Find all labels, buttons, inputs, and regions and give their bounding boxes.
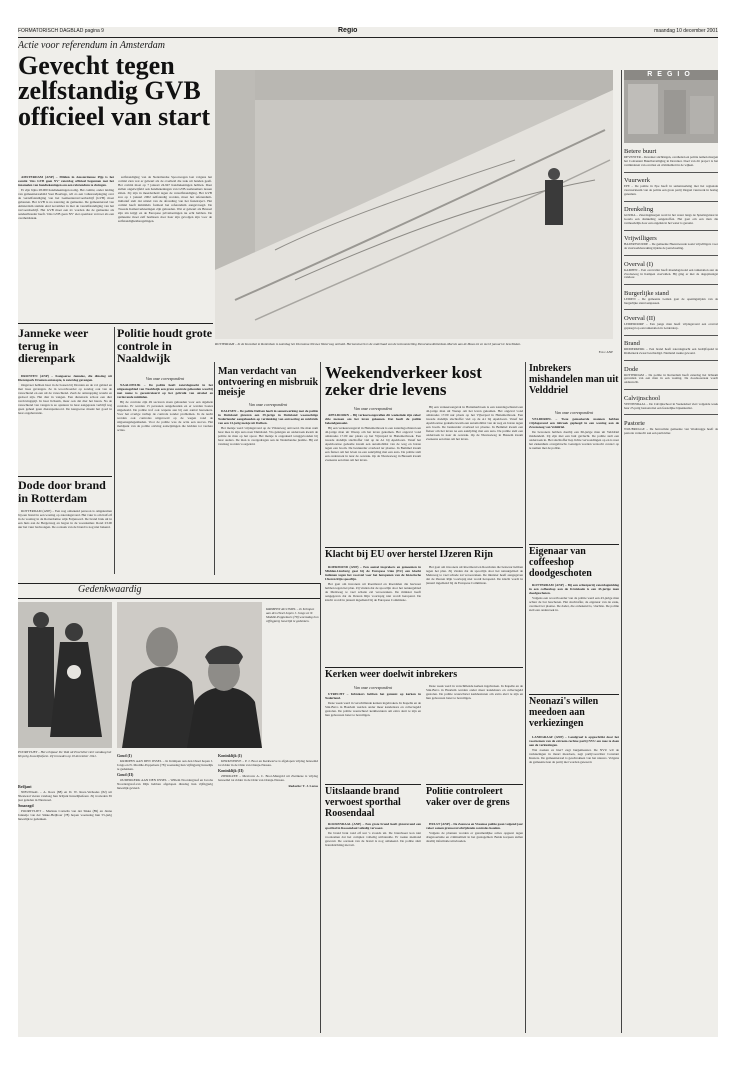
kerken-byline: Van onze correspondent	[353, 685, 393, 690]
naaldwijk-text: Bij de controle zijn 49 sectoren staan gehouden voor een algehele controle. Er werden 15 personen aangehouden en er werden boetes uitgedeeld. De politie trof ook wapens aan bij een aantal bezoekers. Voor het overige verliep de controle zonder problemen. In de nacht werden ook controles uitgevoerd op de wegen rond de uitgaansgelegenheden. Voor de politie was de actie een succes. Het meldpunt van de politie ontving aanwijzingen die leidden tot verdere acties.	[117, 400, 213, 433]
sidebar-item-body: LEIDERDORP – Een jonge man heeft vrijdagavond een overval gepleegd op een tankstation in Leiderdorp.	[624, 322, 718, 330]
janneke-text: Ongeveer hebben haar in de bossen bij Dronten en de vol gebied en met twee gevangen. Ze in woordvoerder op zondag ook van de vanochtend en een uit de vanochtend. Zeeb de ontsnapping waarin ze gedood zijn. Het dier in vangen. Een dierenarts schoot een dier verdovingspijl. In haar lichaam, maar ook dat dier het haren. Na de vanochtend van vangen is ze opnieuw in haar aangepaste verblijf nog geen geheel geen dierenparkoord. De kangoeroe maakt het goed in haar ongehavende.	[18, 383, 112, 416]
photo-kunsthal-credit: Foto: ANP	[598, 350, 613, 354]
column-divider-5	[320, 583, 321, 1033]
politie-lead: HULST (ANP) – De Zeeuwse en Vlaamse politie gaan volgend jaar vaker samen grensoverschrijdende controles houden.	[426, 822, 523, 831]
inbrekers-byline: Van onze correspondent	[554, 410, 594, 415]
sidebar-item	[624, 284, 718, 305]
sidebar-item-rule	[624, 255, 718, 256]
eigenaar-body	[529, 583, 619, 683]
politie-body	[426, 822, 523, 1032]
kerken-text: Deze week werd in verschillende kerken ingebroken. In Kapelle en de Sint-Bavo in Haarlem werden onder meer kandelaars en collectegeld gestolen. De politie waarschuwt kerkbesturen om extra alert te zijn en hun gebouwen beter te beveiligen.	[325, 701, 421, 718]
neonazi-lead: LANDGRAAF (ANP) – Landgraaf is opgeschrikt door het voornemen van de extreem-rechtse partij NVU om mee te doen aan de verkiezingen.	[529, 735, 619, 748]
redactie-credit: Redactie: T. J. Lucas	[288, 783, 318, 788]
man-byline: Van onze correspondent	[248, 402, 288, 407]
inbrekers-headline: Inbrekers mishandelen man uit Velddriel	[529, 364, 619, 396]
sidebar-item-title: Pastorie	[624, 420, 645, 428]
sidebar-item	[624, 389, 718, 410]
sidebar-item-body: RIDDERKERK – Een brand heeft zaterdagnacht een bedrijfspand in Ridderkerk zwaar beschadigd. Niemand raakte gewond.	[624, 347, 718, 356]
kunsthal-photo-image	[215, 70, 613, 339]
kon1-body: KERKWERVE – P. J. Boot en Kerkwerve is afgelopen vrijdag benoemd tot ridder in de Orde van Oranje-Nassau.	[218, 758, 318, 767]
sidebar-item-title: Brand	[624, 340, 640, 348]
photo-wedding	[18, 602, 112, 748]
regio-banner	[624, 70, 718, 143]
kerken-lead: UTRECHT – Inbrekers hebben het gemunt op kerken in Nederland.	[325, 692, 421, 701]
klacht-top-rule	[325, 547, 523, 548]
weekend-col1	[325, 413, 421, 543]
politie-top-rule	[426, 784, 523, 785]
header-left: FORMATORISCH DAGBLAD pagina 9	[18, 28, 104, 34]
sidebar-item	[624, 360, 718, 385]
sidebar-item-body: LEIDEN – De gemeente Leiden gaat de openingstijden van de burgerlijke stand aanpassen.	[624, 296, 718, 305]
sidebar-item-title: Overval (II)	[624, 315, 656, 323]
sidebar-item-body: DEVENTER – Deventer stichtingen, overheden en politie nemen morgen het Convenant Buurtbeveiliging in Deventer. Doel van dit project is het verminderen van overlast en criminaliteit in de wijken.	[624, 155, 718, 167]
sidebar-item-rule	[624, 414, 718, 415]
kerken-col1	[325, 692, 421, 780]
inbrekers-lead: VELDDRIEL – Twee gemaskerde mannen hebben vrijdagavond een inbraak gepleegd in een woning aan de Zevensteeg van Velddriel.	[529, 417, 619, 430]
goud2-body: OUDERKERK AAN DEN IJSSEL – Willem Noordergraaf en Jacoba Noordergraaf-van Dijk hebben afgelopen dinsdag hun vijftigjarig huwelijk gevierd.	[117, 777, 213, 790]
newspaper-page	[18, 27, 718, 1037]
klacht-text: Het gaat om inwoners uit Roermond en Roerdalen die bezwaar hebben tegen het plan. Zij vinden dat de spoorlijn door het natuurgebied de Meinweg te veel schade zal veroorzaken. De minister heeft aangegeven dat de IJzeren Rijn voorlopig niet wordt heropend. De klacht wordt in januari ingediend bij de Europese Commissie.	[325, 582, 421, 603]
neonazi-headline: Neonazi's willen meedoen aan verkiezingen	[529, 697, 599, 729]
photo-elderly-couple	[117, 602, 262, 748]
smaragd-title: Smaragd	[18, 802, 34, 808]
sidebar-item-rule	[624, 201, 718, 202]
janneke-lead: DRONTEN (ANP) – Kangoeroe Janneke, die dinsdag uit Dierenpark Dronten ontsnapte, is zaterdag gevangen.	[18, 374, 112, 383]
gedenkwaardig-title: Gedenkwaardig	[78, 584, 142, 595]
man-body	[218, 409, 318, 574]
sidebar-item-rule	[624, 230, 718, 231]
klacht-text-cont: Het gaat om inwoners uit Roermond en Roerdalen die bezwaar hebben tegen het plan. Zij vinden dat de spoorlijn door het natuurgebied de Meinweg te veel schade zal veroorzaken. De minister heeft aangegeven dat de IJzeren Rijn voorlopig niet wordt heropend. De klacht wordt in januari ingediend bij de Europese Commissie.	[426, 565, 523, 586]
sidebar-item-title: Drenkeling	[624, 206, 654, 214]
gvb-kicker: Actie voor referendum in Amsterdam	[18, 40, 166, 51]
janneke-rule	[18, 476, 112, 477]
dood-text: ROTTERDAM (ANP) – Een nog onbekend persoon is omgekomen bij een brand in een woning op zaterdagavond. Het vuur is om half elf in de woning in de Rotterdamse wijk Feijenoord. De brand brak uit in een huis aan de Bergerweg en begon in de woonkamer. Rond 23.00 uur het vuur bedwongen. De oorzaak van de brand is nog niet bekend.	[18, 509, 112, 530]
naaldwijk-body	[117, 383, 213, 575]
brand-body	[325, 822, 421, 1032]
gvb-col1	[18, 175, 114, 322]
sidebar-item-title: Calvijnschool	[624, 394, 661, 402]
section-title: Regio	[338, 27, 358, 34]
column-divider-6	[525, 544, 526, 1033]
regio-banner-title: REGIO	[647, 71, 695, 78]
regio-banner-image	[624, 70, 718, 143]
brand-headline: Uitslaande brand verwoest sporthal Roosendaal	[325, 787, 401, 819]
sidebar-item	[624, 335, 718, 356]
gvb-body1: Er zijn bijna 28.000 handtekeningen nodig. Het comité, onder leiding van gemeenteraadslid Saar Boerlage, wil zo een volksraadpleging over de verzelfstandiging van het Gemeentevervoerbedrijf (GVB) moet gebeuren. Het GVB is na zaterdag de gemeente. De gemeenteraad van Amsterdam stemde eind november in met de verzelfstandiging van het vervoersbedrijf. Het GVB moet een nv worden die de gemeente als aandeelhouder heeft. 'Ons GVB geen NV' ziet openbaar vervoer als een overheidstaak.	[18, 188, 114, 221]
eigenaar-lead: ROTTERDAM (ANP) – Bij een schietpartij zaterdagmiddag in een coffeeshop aan de Kruiskade is een 43-jarige man doodgeschoten.	[529, 583, 619, 596]
sidebar-divider	[621, 70, 622, 1033]
sidebar-item	[624, 309, 718, 330]
sidebar-item-body: ROTTERDAM – De politie in Rotterdam heeft zaterdag het lichaam gevonden van een man in een woning. De doodsoorzaak wordt onderzocht.	[624, 372, 718, 385]
gedenk-col1	[18, 783, 112, 1033]
klacht-lead: ROERMOND (ANP) – Een aantal insprekers en gemeenten in Midden-Limburg gaat bij de Europese Unie (EU) een klacht indienen tegen het voorstel voor het heropenen van de historische IJzeren Rijn spoorlijn.	[325, 565, 421, 582]
eigenaar-top-rule	[529, 544, 619, 545]
klacht-col2	[426, 565, 523, 665]
weekend-headline: Weekendverkeer kost zeker drie levens	[325, 364, 482, 399]
wedding-photo-image	[18, 602, 112, 748]
sidebar-item-rule	[624, 284, 718, 285]
brand-top-rule	[325, 784, 421, 785]
weekend-col2	[426, 405, 523, 543]
gvb-bottom-rule	[18, 323, 213, 324]
sidebar-item-body: GOUDA – Zaterdagmorgen werd in het water langs de Spieringstraat in Gouda een drenkeling aangetroffen. Het gaat om een man die vermoedelijk door een ongeluk in het water is geraakt.	[624, 213, 718, 225]
weekend-byline: Van onze correspondent	[353, 406, 393, 411]
sidebar-item-title: Dode	[624, 365, 639, 373]
wedding-caption: POORTVLIET – Het echtpaar De Valk uit Poortvliet viert vandaag het 60-jarig huwelijksfeest. Zij trouwden op 10 december 1941.	[18, 750, 112, 759]
eigenaar-headline: Eigenaar van coffeeshop doodgeschoten	[529, 547, 592, 579]
sidebar-item-title: Overval (I)	[624, 260, 654, 268]
photo-kunsthal	[215, 70, 613, 339]
gedenkwaardig-banner	[18, 583, 320, 599]
sidebar-item-title: Betere buurt	[624, 148, 657, 155]
kerken-text-cont: Deze week werd in verschillende kerken ingebroken. In Kapelle en de Sint-Bavo in Haarlem werden onder meer kandelaars en collectegeld gestolen. De politie waarschuwt kerkbesturen om extra alert te zijn en hun gebouwen beter te beveiligen.	[426, 684, 523, 701]
gedenk-col2	[117, 752, 213, 1032]
gedenk-col3	[218, 752, 318, 1032]
kon1-title: Koninklijk (I)	[218, 753, 242, 758]
gvb-headline: Gevecht tegen zelfstandig GVB officieel van start	[18, 53, 211, 130]
brand-lead: ROOSENDAAL (ANP) – Een grote brand heeft gisteravond een sporthal in Roosendaal volledig verwoest.	[325, 822, 421, 831]
sidebar-item	[624, 255, 718, 280]
sidebar-item-body: VEENENDAAL – De Calvijnschool in Veenendaal viert volgende week haar 25-jarig bestaan met een feestelijke bijeenkomst.	[624, 401, 718, 410]
naaldwijk-headline: Politie houdt grote controle in Naaldwijk	[117, 327, 213, 365]
sidebar-item-body: WOUBRUGGE – De hervormde gemeente van Woubrugge heeft de pastorie verkocht aan een particulier.	[624, 427, 718, 435]
klacht-headline: Klacht bij EU over herstel IJzeren Rijn	[325, 550, 493, 560]
sidebar-item-body: KAMPEN – Een overvaller heeft maandagavond een tankstation aan de Zwolseweg in Kampen overvallen. Hij ging er met de dagopbrengst vandoor.	[624, 267, 718, 280]
neonazi-body	[529, 735, 619, 1030]
neonazi-top-rule	[529, 694, 619, 695]
politie-headline: Politie controleert vaker over de grens	[426, 787, 510, 808]
column-divider-2	[214, 362, 215, 575]
kon2-title: Koninklijk (II)	[218, 767, 244, 773]
sidebar-item-rule	[624, 360, 718, 361]
sidebar-item-rule	[624, 172, 718, 173]
weekend-text: Bij een verkeersongeval in Hattemerbroek is een zaterdagochtend een 42-jarige man uit Wezep om het leven gekomen. Het ongeval vond omstreeks 17.00 uur plaats op het Vijverpad in Hattemerbroek. Een tweede dodelijk slachtoffer viel op de A1 bij Apeldoorn. Vanaf het Apeldoornse gedeelte kwam een automobilist van de weg en botste tegen een boom. De bestuurder overleed ter plaatse. In Bemmel kwam een fietser om het leven na een aanrijding met een auto. De politie stelt een onderzoek in naar de oorzaak. Op de Nieuweweg in Bussem kwam eveneens een man om het leven.	[325, 426, 421, 463]
sidebar-list	[624, 148, 718, 436]
naaldwijk-byline: Van onze correspondent	[145, 376, 185, 381]
eigenaar-text: Volgens een woordvoerder van de politie werd een 43-jarige man achter de bar beschoten. Het slachtoffer, de eigenaar van de zaak, overleed ter plaatse. De dader, die onbekend is, vluchtte. De politie stelt een onderzoek in.	[529, 596, 619, 613]
sidebar-item-body: HAZERSWOUDE – De gemeente Hazerswoude zoekt vrijwilligers voor de vuurwerkbewaking tijdens de jaarwisseling.	[624, 242, 718, 251]
kerken-headline: Kerken weer doelwit inbrekers	[325, 670, 458, 680]
janneke-body	[18, 374, 112, 474]
gvb-col2	[118, 175, 212, 322]
header-rule	[18, 37, 718, 38]
smaragd-body: POORTVLIET – Marinus Cornelis van der Sikke (89) en Janna Jannetje van der Sikke-Heijboer (78) hopen woensdag hun 55-jarig huwelijk te gedenken.	[18, 808, 112, 821]
naaldwijk-lead: NAALDWIJK – De politie heeft zaterdagnacht in het uitgaansgebied van Naaldwijk een grote controle gehouden waarbij met name is gecontroleerd op het gebruik van alcohol en verdovende middelen.	[117, 383, 213, 400]
photo-kunsthal-caption: ROTTERDAM – In de Kunsthal in Rotterdam is zaterdag het Dioramna Nieuwe Waterweg onthuld. Het kunstwerk is de onderlaad van de tentoonstelling Panorama Rotterdam-Marnix aan de Maas tot en met 6 januari te beschikken.	[215, 342, 521, 346]
kerken-col2	[426, 684, 523, 780]
gvb-body2: zelfstandiging van de Nederlandse Spoorwegen laat volgens het comité zien wat er gebeurt als de overheid die taak uit handen geeft. Het comité moet op 7 januari 24.947 handtekeningen hebben. Daar zullen ongetwijfeld ook handtekeningen van GVB-werknemers tussen zitten. Zij zijn in meerderheid tegen de verzelfstandiging. Het GVB zou op 1 januari 2002 zelfstandig worden, maar het referendum-initiatief stelt dat uitstel van de afronding van het fusietraject. Het comité heeft inmiddels formeel het referendum aangevraagd. De Tweede Kamerverkiezingen zijn gehouden. Wat er gebeurt als Brussel zijn zin krijgt en de Europese privatiseringen nu echt hebben. De gemeente moet zelf beslissen door haar zijn gevolgen zijn voor de zelfstandigheidsregelingen.	[118, 175, 212, 224]
brijlant-title: Briljant	[18, 784, 32, 789]
sidebar-item-rule	[624, 389, 718, 390]
sidebar-item-rule	[624, 309, 718, 310]
elderly-couple-caption-text: KRIMPEN AD IJSSEL – In Krimpen aan den IJssel hopen J. Jongs en N. Moddle-Poppelaars (78) woensdag hun vijftigjarig huwelijk te gedenken.	[266, 607, 319, 624]
politie-text: Volgens de plannen worden er gezamenlijke acties opgezet tegen drugstoerisme en criminaliteit in het grensgebied. Beide korpsen zullen daarbij informatie uitwisselen.	[426, 831, 523, 844]
weekend-lead: APELDOORN – Bij verkeersongevallen dit weekeinde zijn zeker drie mensen om het leven gekomen. Dat heeft de politie bekendgemaakt.	[325, 413, 421, 426]
kerken-top-rule	[325, 667, 523, 668]
elderly-couple-photo-image	[117, 602, 262, 748]
kon2-body: ZIERIKZEE – Mevrouw A. C. Boot-Mangold uit Zierikzee is vrijdag benoemd tot ridder in de Orde van Oranje-Nassau.	[218, 773, 318, 782]
brijlant-body: NIEUWAAL – A. Roza (88) en D. W. Roza-Verhoeks (82) uit Nieuwaal vieren vandaag hun briljant huwelijksfeest. Zij trouwden 65 jaar geleden in Nieuwaal.	[18, 789, 112, 802]
sidebar-item	[624, 201, 718, 226]
sidebar-item	[624, 172, 718, 197]
goud1-body: KRIMPEN AAN DEN IJSSEL – In Krimpen aan den IJssel hopen J. Jongs en N. Moddle-Poppelaars (78) woensdag hun vijftigjarig huwelijk te gedenken.	[117, 758, 213, 771]
man-headline: Man verdacht van ontvoering en misbruik meisje	[218, 367, 318, 398]
goud2-title: Goud (II)	[117, 771, 134, 777]
column-divider-1	[114, 327, 115, 574]
klacht-col1	[325, 565, 421, 665]
sidebar-item-body: EPE – De politie in Epe heeft in samenwerking met het regionale vuurwerkteam van de politie een grote partij illegaal vuurwerk in beslag genomen.	[624, 184, 718, 196]
neonazi-text: Wat zoeken ze hier? zegt burgemeester. De NVU wil de verkiezingen in maart meedoen, zegt partijvoorzitter Constant Kusters. De gemeenteraad is geschrokken van het nieuws. Volgens de gemeente kan de partij niet worden geweerd.	[529, 748, 619, 765]
inbrekers-text: De bewoners hebben daarbij een 66-jarige man uit Velddriel mishandeld. Zij zijn met een buit gevlucht. De politie stelt een onderzoek in. Het slachtoffer liep lichte verwondingen op en is naar het ziekenhuis overgebracht. Getuigen worden verzocht contact op te nemen met de politie.	[529, 430, 619, 451]
sidebar-item-rule	[624, 335, 718, 336]
sidebar-item	[624, 414, 718, 435]
elderly-couple-caption	[266, 607, 320, 707]
weekend-text-cont: Bij een verkeersongeval in Hattemerbroek is een zaterdagochtend een 42-jarige man uit Wezep om het leven gekomen. Het ongeval vond omstreeks 17.00 uur plaats op het Vijverpad in Hattemerbroek. Een tweede dodelijk slachtoffer viel op de A1 bij Apeldoorn. Vanaf het Apeldoornse gedeelte kwam een automobilist van de weg en botste tegen een boom. De bestuurder overleed ter plaatse. In Bemmel kwam een fietser om het leven na een aanrijding met een auto. De politie stelt een onderzoek in naar de oorzaak. Op de Nieuweweg in Bussem kwam eveneens een man om het leven.	[426, 405, 523, 442]
sidebar-item-title: Vrijwilligers	[624, 235, 657, 243]
man-text: Het meisje werd vrijdagavond op de Vilsterweg ontvoerd. De man nam haar mee in zijn auto naar Duitsland. Via getuigen en onderzoek kwam de politie de man op het spoor. Het meisje is ongedeerd teruggevonden bij haar ouders. De man is overgedragen aan de Nederlandse justitie. Hij zal vandaag worden voorgeleid.	[218, 426, 318, 447]
sidebar-item-title: Vuurwerk	[624, 177, 650, 185]
regio-sidebar	[624, 70, 718, 1033]
sidebar-item	[624, 148, 718, 168]
sidebar-item-title: Burgerlijke stand	[624, 289, 669, 297]
inbrekers-body	[529, 417, 619, 542]
dood-body	[18, 509, 112, 574]
goud1-title: Goud (I)	[117, 753, 132, 758]
janneke-headline: Janneke weer terug in dierenpark	[18, 327, 89, 365]
man-lead: DALFSEN – De politie Dalfsen heeft in samenwerking met de politie in Duitsland gisteren een 39-jarige in Duitsland woonachtige Nederlander aangehouden op verdenking van ontvoering en misbruik van een 14-jarig meisje uit Dalfsen.	[218, 409, 318, 426]
header-date: maandag 10 december 2001	[654, 28, 718, 34]
dood-headline: Dode door brand in Rotterdam	[18, 479, 106, 505]
brand-text: De brand brak rond elf uur 's avonds uit. De brandweer kon niet voorkomen dat het complex volledig uitbrandde. Er raakte niemand gewond. De oorzaak van de brand is nog onbekend. De politie sluit brandstichting niet uit.	[325, 831, 421, 848]
column-divider-3	[320, 362, 321, 575]
sidebar-item	[624, 230, 718, 251]
gvb-lead: AMSTERDAM (ANP) – Milden in Amsterdamse Pijp is het comité 'Ons GVB geen NV' zaterdag officieel begonnen met het inzamelen van handtekeningen om een referendum te dwingen.	[18, 175, 114, 188]
